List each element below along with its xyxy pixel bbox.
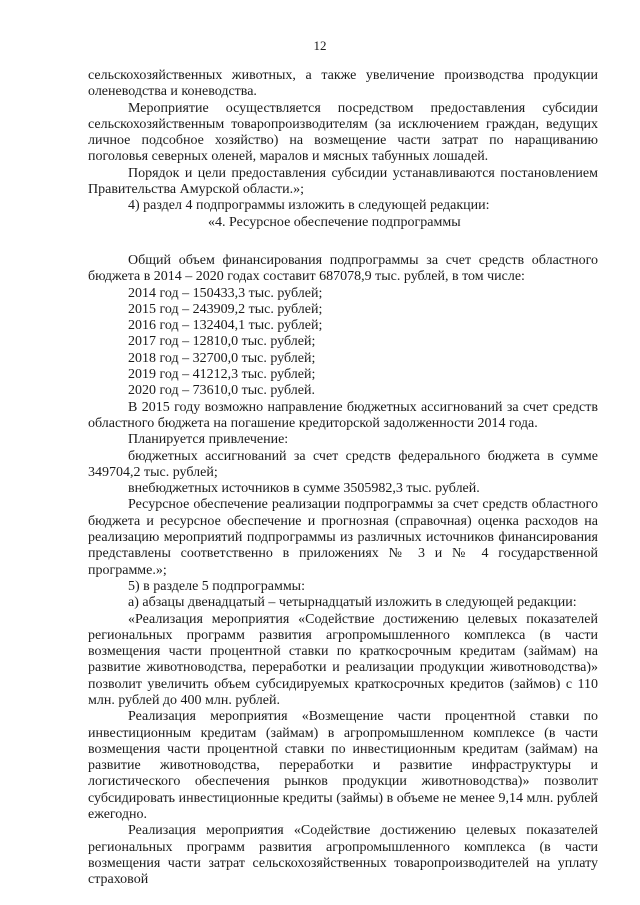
paragraph-short-term-credits: «Реализация мероприятия «Содействие достижению целевых показателей региональных программ развития агропромышленного комплекса (в части возмещения части процентной ставки по краткосрочным кредитам (займам) на развитие животноводства, переработки и реализации продукции животноводства)» позволит увеличить объем субсидируемых краткосрочных кредитов (займов) с 110 млн. рублей до 400 млн. рублей. [88, 611, 598, 708]
spacer [88, 231, 598, 253]
paragraph-investment-credits: Реализация мероприятия «Возмещение части процентной ставки по инвестиционным кредитам (займам) в агропромышленном комплексе (в части возмещения части процентной ставки по инвестиционным кредитам (займам) на развитие животноводства, переработки и развитие инфраструктуры и логистического обеспечения рынков продукции животноводства)» позволит субсидировать инвестиционные кредиты (займы) в объеме не менее 9,14 млн. рублей ежегодно. [88, 709, 598, 823]
funding-year-item: 2015 год – 243909,2 тыс. рублей; [128, 301, 323, 317]
paragraph-amendment-4: 4) раздел 4 подпрограммы изложить в следующей редакции: [128, 198, 490, 214]
paragraph-extrabudgetary: внебюджетных источников в сумме 3505982,3 тыс. рублей. [128, 481, 480, 497]
paragraph-continuation: сельскохозяйственных животных, а также увеличение производства продукции оленеводства и коневодства. [88, 68, 598, 100]
funding-year-item: 2018 год – 32700,0 тыс. рублей; [128, 350, 316, 366]
funding-year-item: 2019 год – 41212,3 тыс. рублей; [128, 367, 316, 383]
page-number: 12 [313, 38, 327, 53]
paragraph-funding-intro: Общий объем финансирования подпрограммы за счет средств областного бюджета в 2014 – 2020 годах составит 687078,9 тыс. рублей, в том числе: [88, 252, 598, 285]
paragraph-subsidy-order: Порядок и цели предоставления субсидии устанавливаются постановлением Правительства Амурской области.»; [88, 165, 598, 198]
funding-by-year-list [88, 286, 598, 400]
paragraph-debt-repayment: В 2015 году возможно направление бюджетных ассигнований за счет средств областного бюджета на погашение кредиторской задолженности 2014 года. [88, 399, 598, 431]
funding-year-item: 2020 год – 73610,0 тыс. рублей. [128, 383, 315, 399]
paragraph-amendment-5: 5) в разделе 5 подпрограммы: [128, 578, 305, 594]
funding-year-item: 2014 год – 150433,3 тыс. рублей; [128, 285, 323, 301]
funding-year-item: 2017 год – 12810,0 тыс. рублей; [128, 334, 316, 350]
paragraph-subsidy-mechanism: Мероприятие осуществляется посредством предоставления субсидии сельскохозяйственным товаропроизводителям (за исключением граждан, ведущих личное подсобное хозяйство) на возмещение части затрат по наращиванию поголовья северных оленей, маралов и мясных табунных лошадей. [88, 100, 598, 165]
paragraph-federal-budget: бюджетных ассигнований за счет средств федерального бюджета в сумме 349704,2 тыс. рублей; [88, 448, 598, 480]
paragraph-planned-attraction: Планируется привлечение: [128, 432, 289, 448]
paragraph-insurance: Реализация мероприятия «Содействие достижению целевых показателей региональных программ развития агропромышленного комплекса (в части возмещения части затрат сельскохозяйственных товаропроизводителей на уплату страховой [88, 823, 598, 888]
document-body [88, 68, 598, 889]
section-heading: «4. Ресурсное обеспечение подпрограммы [208, 214, 461, 230]
paragraph-resource-provision: Ресурсное обеспечение реализации подпрограммы за счет средств областного бюджета и ресурсное обеспечение и прогнозная (справочная) оценка расходов на реализацию мероприятий подпрограммы из различных источников финансирования представлены соответственно в приложениях № 3 и № 4 государственной программе.»; [88, 497, 598, 578]
funding-year-item: 2016 год – 132404,1 тыс. рублей; [128, 318, 323, 334]
paragraph-amendment-5a: а) абзацы двенадцатый – четырнадцатый изложить в следующей редакции: [128, 595, 577, 611]
